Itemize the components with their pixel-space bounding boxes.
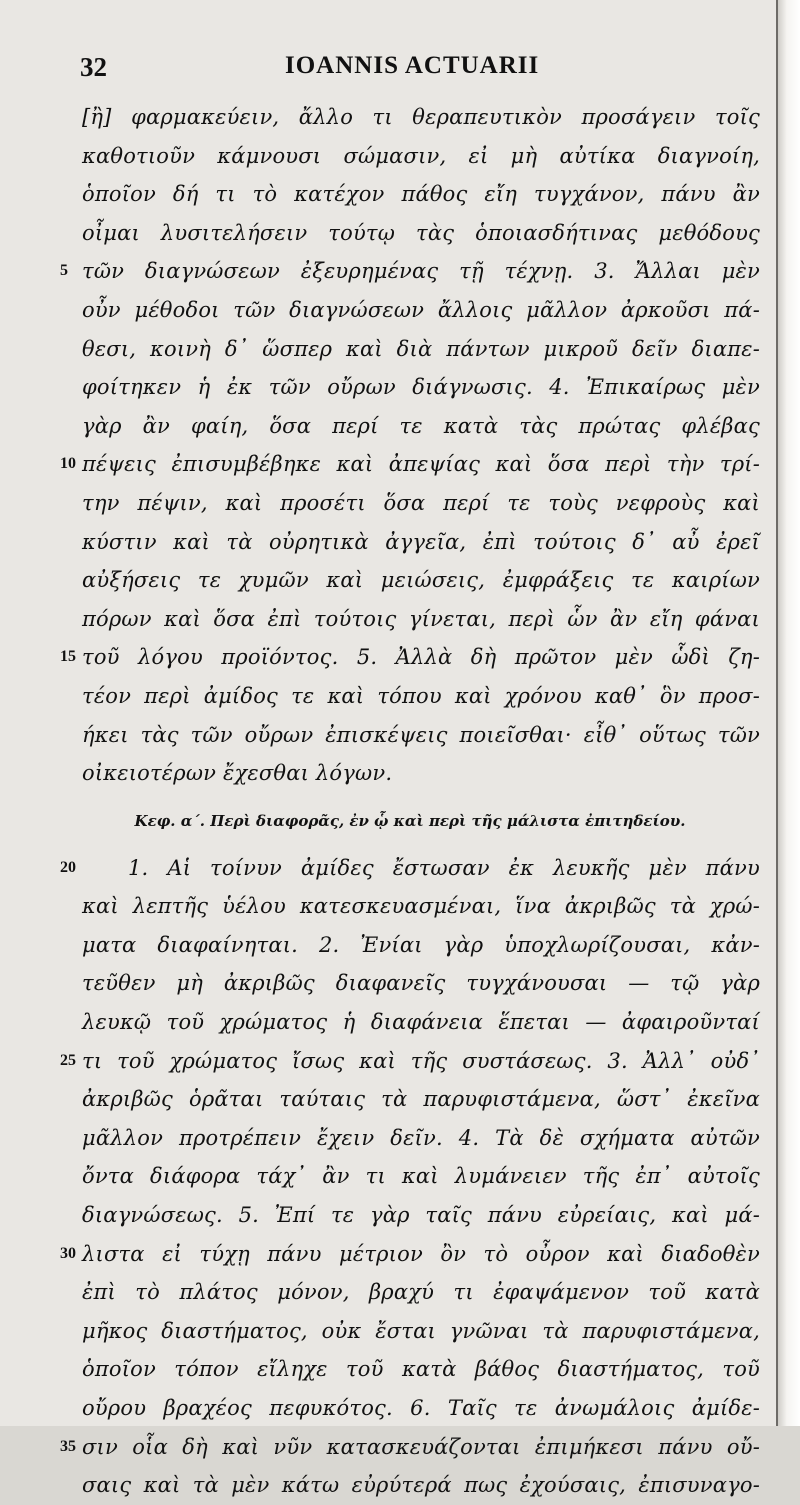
text-line (0, 291, 780, 330)
line-text: μῆκος διαστήματος, οὐκ ἔσται γνῶναι τὰ παρυφιστάμενα, (82, 1318, 760, 1343)
line-text: τι τοῦ χρώματος ἴσως καὶ τῆς συστάσεως. 3. Ἀλλ᾽ οὐδ᾽ (82, 1048, 760, 1073)
text-line (0, 716, 780, 755)
line-number: 30 (60, 1244, 76, 1262)
text-line (0, 754, 780, 793)
line-text: μᾶλλον προτρέπειν ἔχειν δεῖν. 4. Τὰ δὲ σχήματα αὐτῶν (82, 1125, 760, 1150)
line-text: κύστιν καὶ τὰ οὐρητικὰ ἀγγεῖα, ἐπὶ τούτοις δ᾽ αὖ ἐρεῖ (82, 529, 760, 554)
text-line (0, 137, 780, 176)
text-line (0, 1350, 780, 1389)
line-text: θεσι, κοινὴ δ᾽ ὥσπερ καὶ διὰ πάντων μικροῦ δεῖν διαπε- (82, 336, 760, 361)
line-text: διαγνώσεως. 5. Ἐπί τε γὰρ ταῖς πάνυ εὐρείαις, καὶ μά- (82, 1203, 760, 1228)
text-line (0, 964, 780, 1003)
page-header (80, 52, 750, 88)
text-line (0, 561, 780, 600)
text-line (0, 98, 780, 137)
chapter-heading: Κεφ. α΄. Περὶ διαφορᾶς, ἐν ᾧ καὶ περὶ τῆς μάλιστα ἐπιτηδείου. (134, 811, 686, 830)
line-text: οἶμαι λυσιτελήσειν τούτῳ τὰς ὁποιασδήτινας μεθόδους (82, 220, 760, 245)
text-line (0, 1080, 780, 1119)
text-line (0, 926, 780, 965)
line-text: λιστα εἰ τύχῃ πάνυ μέτριον ὂν τὸ οὖρον καὶ διαδοθὲν (82, 1241, 760, 1266)
text-line (0, 1196, 780, 1235)
line-text: τῶν διαγνώσεων ἐξευρημένας τῇ τέχνῃ. 3. Ἄλλαι μὲν (82, 259, 760, 284)
line-text: οὔρου βραχέος πεφυκότος. 6. Ταῖς τε ἀνωμάλοις ἀμίδε- (82, 1396, 760, 1420)
line-text: αὐξήσεις τε χυμῶν καὶ μειώσεις, ἐμφράξεις τε καιρίων (82, 568, 760, 593)
line-text: τέον περὶ ἀμίδος τε καὶ τόπου καὶ χρόνου καθ᾽ ὃν προσ- (82, 683, 760, 708)
text-line (0, 1157, 780, 1196)
line-text: ὁποῖον δή τι τὸ κατέχον πάθος εἴη τυγχάνον, πάνυ ἂν (82, 182, 760, 207)
text-body (0, 98, 780, 1505)
line-number: 35 (60, 1437, 76, 1455)
text-line (0, 1273, 780, 1312)
line-number: 10 (60, 455, 76, 473)
text-line (0, 849, 780, 888)
page-number: 32 (80, 52, 107, 82)
line-text: την πέψιν, καὶ προσέτι ὅσα περί τε τοὺς νεφροὺς καὶ (82, 490, 760, 515)
text-line (0, 1042, 780, 1081)
text-line (0, 445, 780, 484)
text-line (0, 368, 780, 407)
text-line (0, 677, 780, 716)
line-text: 1. Αἱ τοίνυν ἀμίδες ἔστωσαν ἐκ λευκῆς μὲν πάνυ (128, 855, 760, 880)
line-text: πόρων καὶ ὅσα ἐπὶ τούτοις γίνεται, περὶ ὧν ἂν εἴη φάναι (82, 606, 760, 631)
text-line (0, 1235, 780, 1274)
text-line (0, 638, 780, 677)
text-line (0, 484, 780, 523)
text-line (0, 1466, 780, 1505)
line-text: σιν οἷα δὴ καὶ νῦν κατασκευάζονται ἐπιμήκεσι πάνυ οὔ- (82, 1434, 760, 1459)
text-line (0, 523, 780, 562)
line-text: σαις καὶ τὰ μὲν κάτω εὐρύτερά πως ἐχούσαις, ἐπισυναγο- (82, 1473, 760, 1498)
text-line (0, 1312, 780, 1351)
line-text: οἰκειοτέρων ἔχεσθαι λόγων. (82, 761, 393, 786)
text-line (0, 1003, 780, 1042)
line-text: γὰρ ἂν φαίη, ὅσα περί τε κατὰ τὰς πρώτας φλέβας (82, 413, 760, 438)
text-line (0, 600, 780, 639)
line-text: τεῦθεν μὴ ἀκριβῶς διαφανεῖς τυγχάνουσαι — τῷ γὰρ (82, 971, 760, 996)
line-text: οὖν μέθοδοι τῶν διαγνώσεων ἄλλοις μᾶλλον ἀρκοῦσι πά- (82, 297, 760, 322)
line-number: 15 (60, 648, 76, 666)
text-line (0, 214, 780, 253)
line-text: λευκῷ τοῦ χρώματος ἡ διαφάνεια ἕπεται — ἀφαιροῦνταί (82, 1010, 760, 1035)
line-text: ήκει τὰς τῶν οὔρων ἐπισκέψεις ποιεῖσθαι· εἶθ᾽ οὕτως τῶν (82, 722, 760, 747)
line-text: καθοτιοῦν κάμνουσι σώμασιν, εἰ μὴ αὐτίκα διαγνοίη, (82, 143, 760, 168)
text-line (0, 252, 780, 291)
text-line (0, 887, 780, 926)
text-line (0, 407, 780, 446)
line-text: τοῦ λόγου προϊόντος. 5. Ἀλλὰ δὴ πρῶτον μὲν ὧδὶ ζη- (82, 645, 760, 670)
line-text: ὄντα διάφορα τάχ᾽ ἂν τι καὶ λυμάνειεν τῆς ἐπ᾽ αὐτοῖς (82, 1164, 760, 1189)
line-text: ἀκριβῶς ὁρᾶται ταύταις τὰ παρυφιστάμενα, ὥστ᾽ ἐκεῖνα (82, 1087, 760, 1112)
line-text: πέψεις ἐπισυμβέβηκε καὶ ἀπεψίας καὶ ὅσα περὶ τὴν τρί- (82, 452, 760, 477)
line-text: [ἢ] φαρμακεύειν, ἄλλο τι θεραπευτικὸν προσάγειν τοῖς (82, 105, 760, 129)
line-number: 20 (60, 858, 76, 876)
text-line (0, 175, 780, 214)
text-line (0, 1428, 780, 1467)
line-number: 5 (60, 262, 68, 280)
line-text: ἐπὶ τὸ πλάτος μόνον, βραχύ τι ἐφαψάμενον τοῦ κατὰ (82, 1280, 760, 1305)
running-title: IOANNIS ACTUARII (285, 52, 540, 79)
line-number: 25 (60, 1051, 76, 1069)
line-text: φοίτηκεν ἡ ἐκ τῶν οὔρων διάγνωσις. 4. Ἐπικαίρως μὲν (82, 375, 760, 400)
line-text: ματα διαφαίνηται. 2. Ἐνίαι γὰρ ὑποχλωρίζουσαι, κἀν- (82, 932, 760, 957)
text-line (0, 1389, 780, 1428)
line-text: καὶ λεπτῆς ὑέλου κατεσκευασμέναι, ἵνα ἀκριβῶς τὰ χρώ- (82, 894, 760, 919)
line-text: ὁποῖον τόπον εἴληχε τοῦ κατὰ βάθος διαστήματος, τοῦ (82, 1357, 760, 1382)
text-line (0, 330, 780, 369)
text-line (0, 1119, 780, 1158)
